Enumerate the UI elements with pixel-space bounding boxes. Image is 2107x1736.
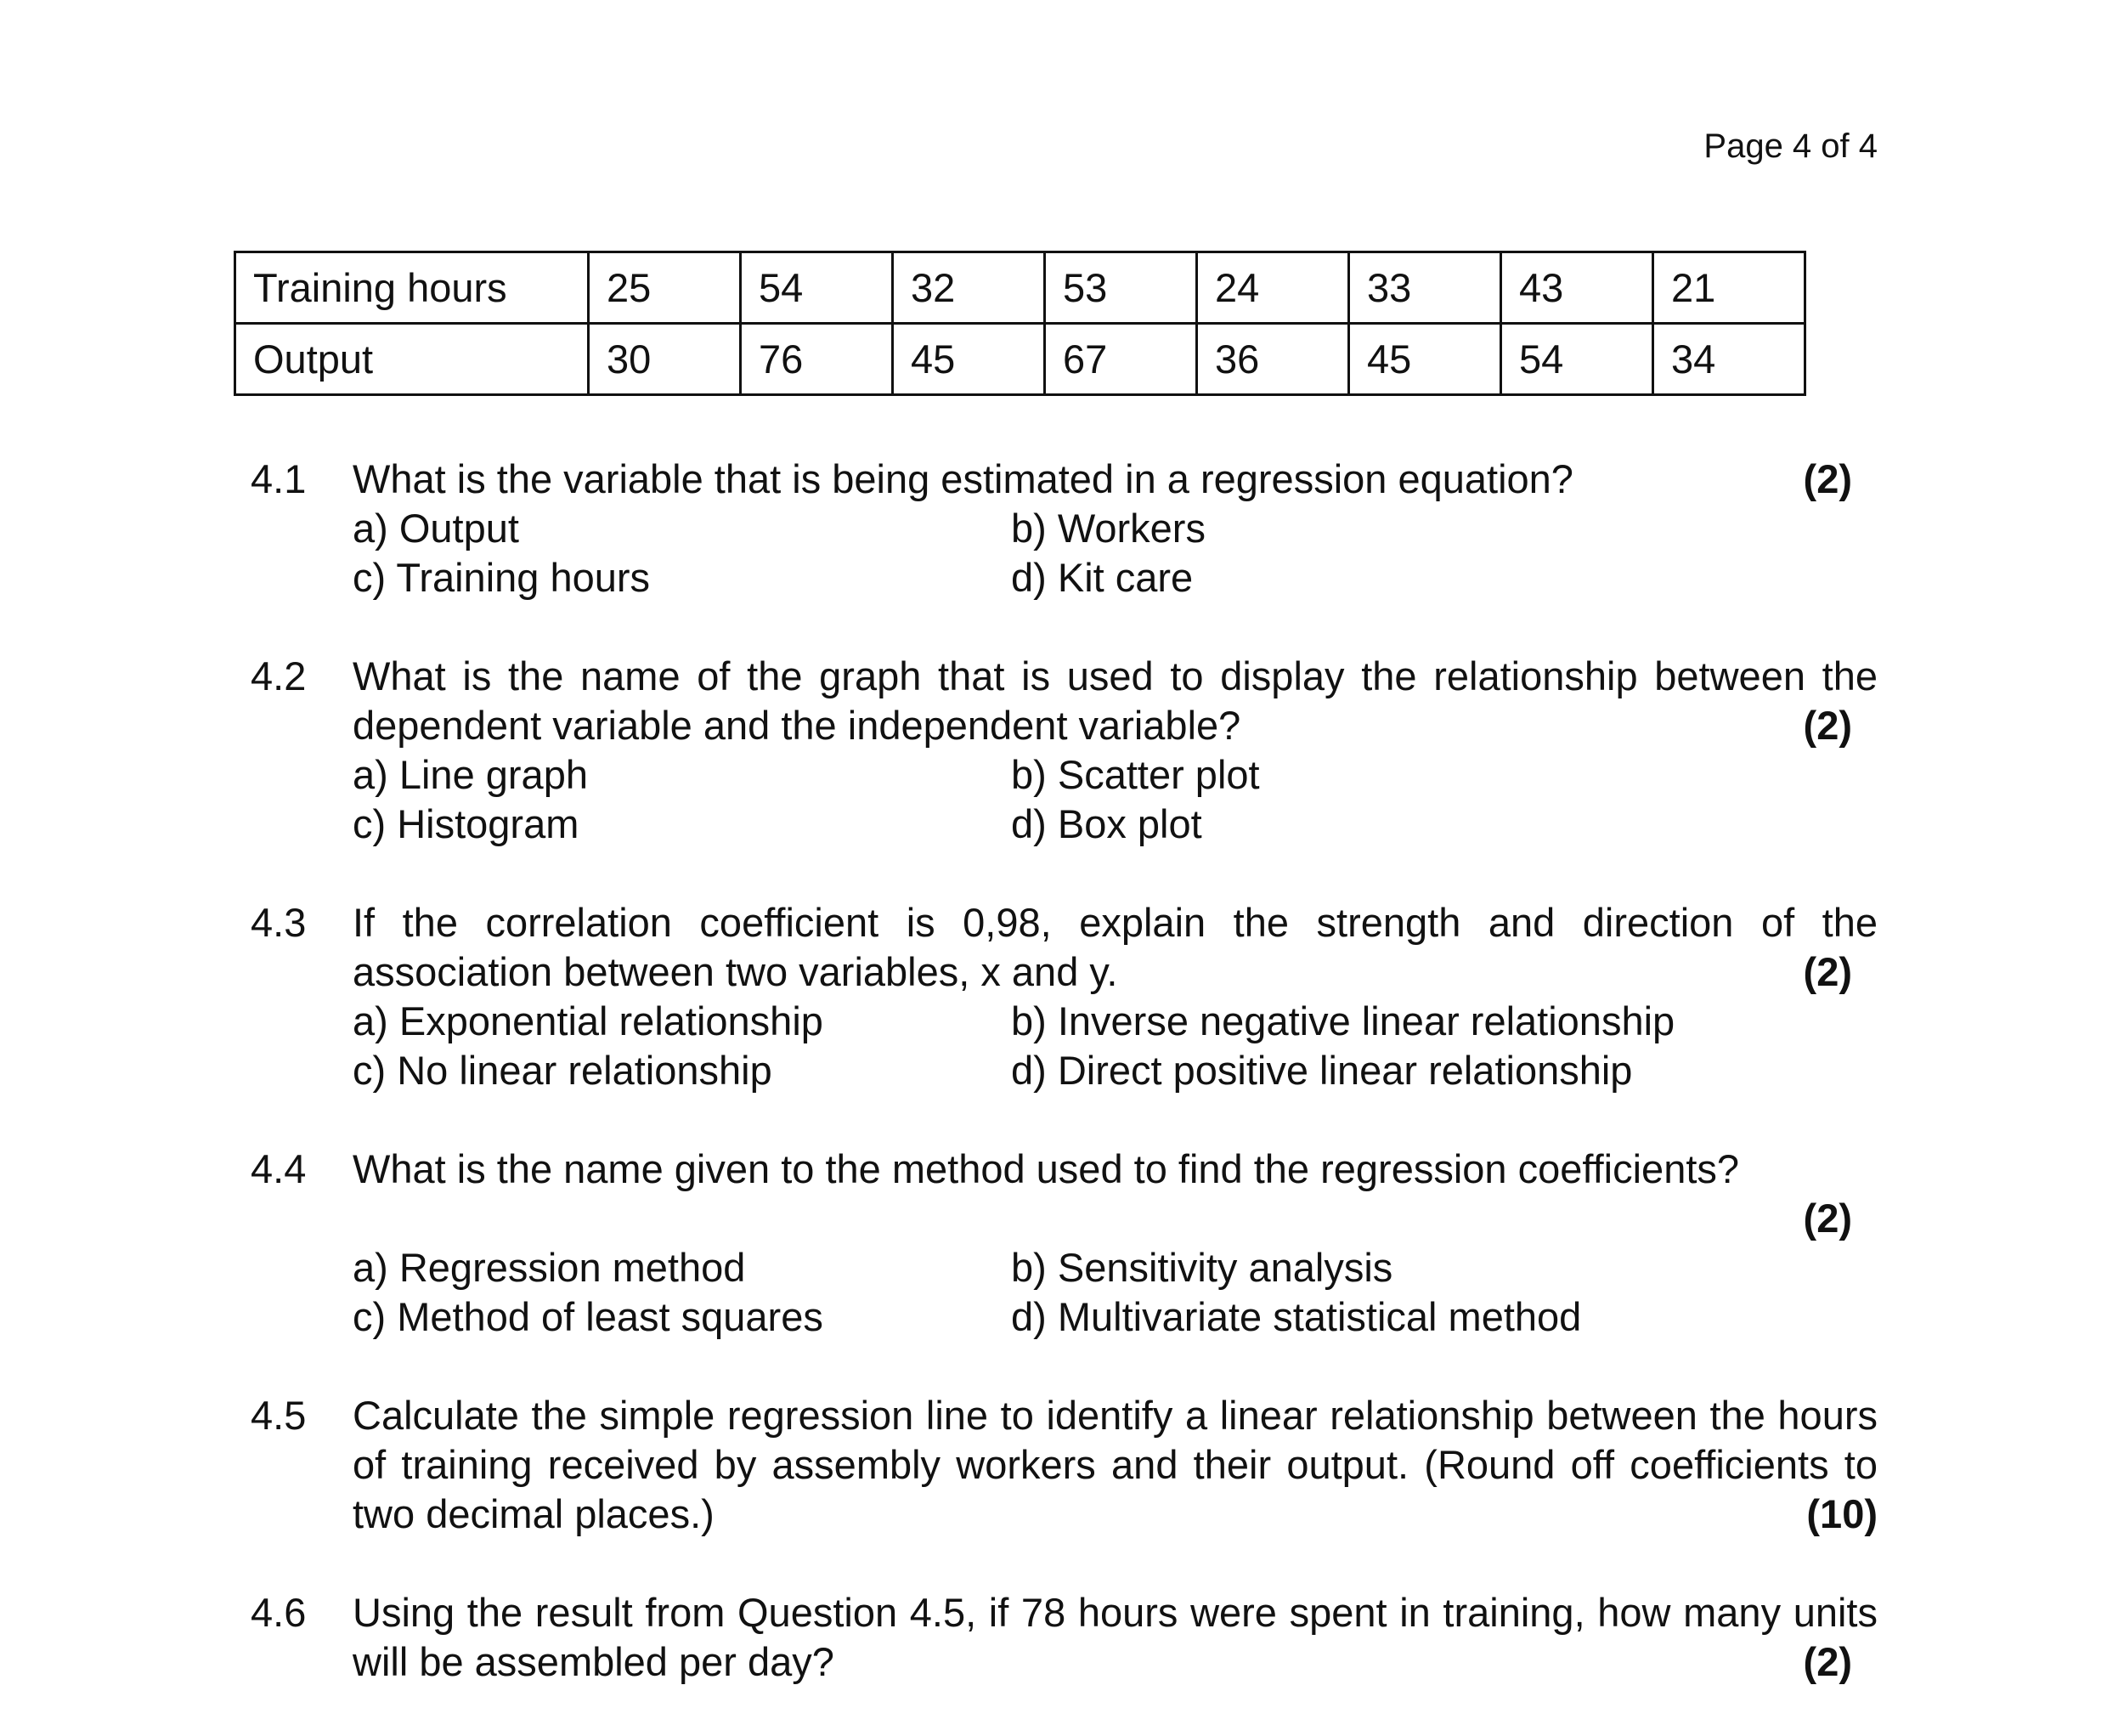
- page-number: Page 4 of 4: [1703, 127, 1878, 165]
- question-text: [353, 898, 1878, 997]
- table-cell: 67: [1045, 324, 1197, 395]
- question-4-3: [251, 898, 1878, 1095]
- option-b: b) Workers: [1011, 506, 1206, 551]
- question-text: What is the name given to the method used to find the regression coefficients?: [353, 1146, 1740, 1191]
- table-row-output: [235, 324, 1805, 395]
- question-marks: (2): [1803, 949, 1852, 994]
- question-marks: (2): [1803, 1196, 1852, 1241]
- question-text: [353, 1391, 1878, 1539]
- question-prompt: What is the name of the graph that is used to display the relationship between the dependent variable and the independent variable?: [353, 653, 1878, 748]
- table-row-training-hours: [235, 252, 1805, 324]
- table-cell: 30: [589, 324, 741, 395]
- row-label: Training hours: [235, 252, 589, 324]
- table-cell: 34: [1653, 324, 1805, 395]
- table-cell: 45: [1349, 324, 1501, 395]
- option-a: a) Exponential relationship: [353, 998, 823, 1043]
- option-b: b) Inverse negative linear relationship: [1011, 998, 1675, 1043]
- question-4-6: [251, 1588, 1878, 1687]
- table-cell: 43: [1501, 252, 1653, 324]
- question-list: [251, 455, 1878, 1736]
- question-4-5: [251, 1391, 1878, 1539]
- question-text: [353, 455, 1878, 504]
- option-c: c) Histogram: [353, 801, 579, 846]
- option-d: d) Direct positive linear relationship: [1011, 1048, 1633, 1093]
- table-cell: 53: [1045, 252, 1197, 324]
- option-b: b) Scatter plot: [1011, 752, 1260, 797]
- table-cell: 32: [893, 252, 1045, 324]
- option-d: d) Kit care: [1011, 555, 1194, 600]
- option-a: a) Line graph: [353, 752, 588, 797]
- question-prompt: Using the result from Question 4.5, if 78 hours were spent in training, how many units will be assembled per day?: [353, 1590, 1878, 1684]
- table-cell: 54: [1501, 324, 1653, 395]
- question-text: [353, 1588, 1878, 1687]
- question-marks: (2): [1803, 703, 1852, 748]
- question-number: 4.4: [251, 1146, 307, 1191]
- table-cell: 45: [893, 324, 1045, 395]
- question-marks: (2): [1803, 456, 1852, 501]
- question-prompt: Calculate the simple regression line to identify a linear relationship between the hours of training received by assembly workers and their output. (Round off coefficients to two decimal places.): [353, 1393, 1878, 1536]
- question-text: [353, 652, 1878, 750]
- option-d: d) Multivariate statistical method: [1011, 1294, 1582, 1339]
- question-number: 4.6: [251, 1590, 307, 1635]
- table-cell: 76: [741, 324, 893, 395]
- options-grid: [353, 1243, 1878, 1342]
- table-cell: 24: [1197, 252, 1349, 324]
- question-4-4: [251, 1145, 1878, 1342]
- option-c: c) Training hours: [353, 555, 651, 600]
- option-c: c) No linear relationship: [353, 1048, 772, 1093]
- options-grid: [353, 504, 1878, 602]
- question-prompt: What is the variable that is being estimated in a regression equation?: [353, 456, 1573, 501]
- question-number: 4.2: [251, 653, 307, 698]
- options-grid: [353, 750, 1878, 849]
- question-prompt: If the correlation coefficient is 0,98, explain the strength and direction of the association between two variables, x and y.: [353, 900, 1878, 994]
- option-d: d) Box plot: [1011, 801, 1202, 846]
- question-number: 4.5: [251, 1393, 307, 1438]
- table-cell: 33: [1349, 252, 1501, 324]
- option-a: a) Output: [353, 506, 519, 551]
- table-cell: 21: [1653, 252, 1805, 324]
- row-label: Output: [235, 324, 589, 395]
- question-marks: (2): [1803, 1639, 1852, 1684]
- question-4-1: [251, 455, 1878, 602]
- question-marks: (10): [1806, 1491, 1878, 1536]
- option-a: a) Regression method: [353, 1245, 746, 1290]
- table-cell: 25: [589, 252, 741, 324]
- question-number: 4.3: [251, 900, 307, 945]
- data-table: [234, 251, 1806, 396]
- option-b: b) Sensitivity analysis: [1011, 1245, 1393, 1290]
- question-4-2: [251, 652, 1878, 849]
- options-grid: [353, 997, 1878, 1095]
- option-c: c) Method of least squares: [353, 1294, 823, 1339]
- question-number: 4.1: [251, 456, 307, 501]
- table-cell: 54: [741, 252, 893, 324]
- table-cell: 36: [1197, 324, 1349, 395]
